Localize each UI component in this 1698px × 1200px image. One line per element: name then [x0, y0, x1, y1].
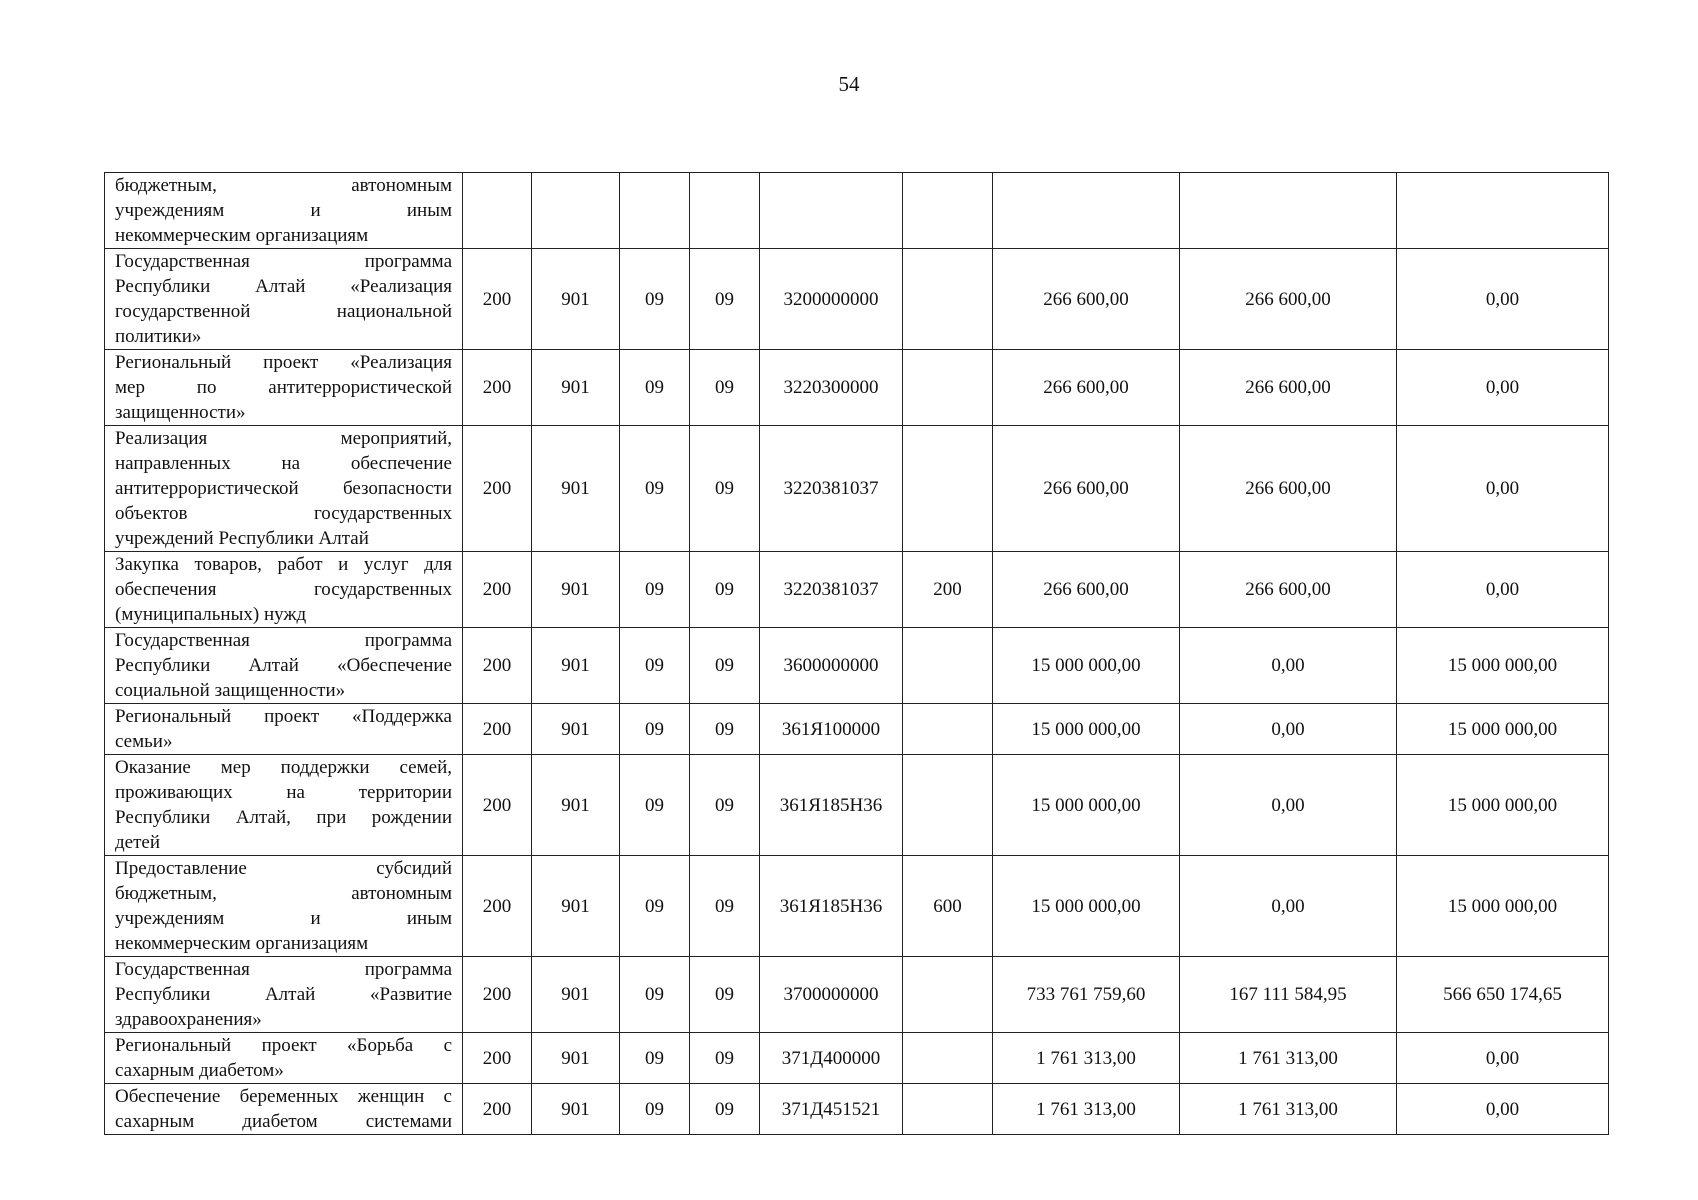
description-line: детей — [115, 832, 161, 853]
row-description — [105, 1084, 463, 1135]
cell-ministry-code: 901 — [532, 1033, 620, 1084]
row-project-antiterror — [105, 350, 1609, 426]
row-description — [105, 350, 463, 426]
cell-code-200: 200 — [463, 249, 532, 350]
cell-section: 09 — [620, 1084, 690, 1135]
description-line: проживающих на территории — [115, 782, 452, 803]
description-line: объектов государственных — [115, 503, 452, 524]
description-line: сахарным диабетом» — [115, 1060, 284, 1081]
cell-subsection: 09 — [690, 426, 760, 552]
description-line: бюджетным, автономным — [115, 175, 452, 196]
cell-ministry-code: 901 — [532, 426, 620, 552]
cell-subsection: 09 — [690, 856, 760, 957]
cell-amount-regional: 0,00 — [1397, 249, 1609, 350]
cell-subsection: 09 — [690, 755, 760, 856]
description-line: Республики Алтай «Развитие — [115, 984, 452, 1005]
description-line: направленных на обеспечение — [115, 453, 452, 474]
cell-ministry-code: 901 — [532, 1084, 620, 1135]
description-line: учреждениям и иным — [115, 200, 452, 221]
cell-expense-type — [903, 1033, 993, 1084]
budget-table — [104, 172, 1609, 1135]
cell-target-article: 3200000000 — [760, 249, 903, 350]
cell-section: 09 — [620, 552, 690, 628]
cell-subsection: 09 — [690, 249, 760, 350]
cell-target-article: 361Я100000 — [760, 704, 903, 755]
description-line: здравоохранения» — [115, 1009, 262, 1030]
description-line: Региональный проект «Поддержка — [115, 706, 452, 727]
cell-amount-total: 15 000 000,00 — [993, 628, 1180, 704]
description-line: бюджетным, автономным — [115, 883, 452, 904]
cell-amount-federal: 0,00 — [1180, 628, 1397, 704]
cell-subsection: 09 — [690, 704, 760, 755]
cell-code-200: 200 — [463, 856, 532, 957]
cell-section: 09 — [620, 704, 690, 755]
cell-expense-type: 200 — [903, 552, 993, 628]
cell-expense-type — [903, 350, 993, 426]
cell-amount-federal: 0,00 — [1180, 856, 1397, 957]
cell-section: 09 — [620, 856, 690, 957]
cell-subsection: 09 — [690, 1084, 760, 1135]
cell-section: 09 — [620, 426, 690, 552]
cell-target-article: 3600000000 — [760, 628, 903, 704]
row-description — [105, 426, 463, 552]
cell-ministry-code — [532, 173, 620, 249]
description-line: Государственная программа — [115, 630, 452, 651]
cell-ministry-code: 901 — [532, 856, 620, 957]
cell-amount-regional: 0,00 — [1397, 552, 1609, 628]
cell-amount-federal: 266 600,00 — [1180, 350, 1397, 426]
cell-amount-federal: 0,00 — [1180, 704, 1397, 755]
cell-code-200: 200 — [463, 628, 532, 704]
row-description — [105, 628, 463, 704]
cell-amount-federal: 266 600,00 — [1180, 249, 1397, 350]
cell-amount-federal: 0,00 — [1180, 755, 1397, 856]
description-line: Обеспечение беременных женщин с — [115, 1086, 452, 1107]
cell-amount-federal — [1180, 173, 1397, 249]
row-subsidies-family — [105, 856, 1609, 957]
description-line: защищенности» — [115, 402, 246, 423]
description-line: антитеррористической безопасности — [115, 478, 452, 499]
cell-amount-federal: 1 761 313,00 — [1180, 1084, 1397, 1135]
description-line: Закупка товаров, работ и услуг для — [115, 554, 452, 575]
description-line: Республики Алтай, при рождении — [115, 807, 452, 828]
cell-code-200: 200 — [463, 755, 532, 856]
description-line: Республики Алтай «Реализация — [115, 276, 452, 297]
description-line: Оказание мер поддержки семей, — [115, 757, 452, 778]
cell-subsection: 09 — [690, 552, 760, 628]
cell-subsection: 09 — [690, 628, 760, 704]
row-description — [105, 1033, 463, 1084]
cell-ministry-code: 901 — [532, 957, 620, 1033]
cell-section: 09 — [620, 957, 690, 1033]
cell-code-200: 200 — [463, 957, 532, 1033]
row-description — [105, 173, 463, 249]
cell-amount-regional: 15 000 000,00 — [1397, 628, 1609, 704]
cell-amount-regional: 0,00 — [1397, 426, 1609, 552]
cell-amount-total: 1 761 313,00 — [993, 1084, 1180, 1135]
cell-target-article: 371Д400000 — [760, 1033, 903, 1084]
cell-code-200: 200 — [463, 704, 532, 755]
cell-target-article: 3220381037 — [760, 552, 903, 628]
cell-amount-total: 266 600,00 — [993, 350, 1180, 426]
description-line: Республики Алтай «Обеспечение — [115, 655, 452, 676]
row-description — [105, 552, 463, 628]
row-description — [105, 856, 463, 957]
row-description — [105, 704, 463, 755]
row-program-social-protection — [105, 628, 1609, 704]
cell-amount-federal: 266 600,00 — [1180, 426, 1397, 552]
row-procurement — [105, 552, 1609, 628]
cell-section: 09 — [620, 350, 690, 426]
cell-section: 09 — [620, 249, 690, 350]
cell-expense-type — [903, 426, 993, 552]
cell-subsection — [690, 173, 760, 249]
cell-amount-regional — [1397, 173, 1609, 249]
cell-expense-type — [903, 249, 993, 350]
description-line: Государственная программа — [115, 251, 452, 272]
cell-amount-total: 733 761 759,60 — [993, 957, 1180, 1033]
description-line: Предоставление субсидий — [115, 858, 452, 879]
cell-section: 09 — [620, 755, 690, 856]
cell-amount-federal: 266 600,00 — [1180, 552, 1397, 628]
cell-expense-type — [903, 1084, 993, 1135]
cell-section: 09 — [620, 1033, 690, 1084]
cell-ministry-code: 901 — [532, 249, 620, 350]
cell-amount-total: 1 761 313,00 — [993, 1033, 1180, 1084]
cell-expense-type — [903, 957, 993, 1033]
row-project-diabetes — [105, 1033, 1609, 1084]
cell-section — [620, 173, 690, 249]
row-antiterror-measures — [105, 426, 1609, 552]
cell-expense-type — [903, 704, 993, 755]
description-line: Государственная программа — [115, 959, 452, 980]
cell-amount-total — [993, 173, 1180, 249]
cell-target-article: 361Я185Н36 — [760, 856, 903, 957]
cell-amount-regional: 0,00 — [1397, 1033, 1609, 1084]
cell-amount-total: 266 600,00 — [993, 426, 1180, 552]
cell-target-article — [760, 173, 903, 249]
cell-target-article: 371Д451521 — [760, 1084, 903, 1135]
cell-subsection: 09 — [690, 957, 760, 1033]
cell-code-200: 200 — [463, 426, 532, 552]
row-description — [105, 249, 463, 350]
row-description — [105, 755, 463, 856]
row-project-family-support — [105, 704, 1609, 755]
cell-expense-type — [903, 755, 993, 856]
row-description — [105, 957, 463, 1033]
cell-ministry-code: 901 — [532, 755, 620, 856]
cell-ministry-code: 901 — [532, 350, 620, 426]
cell-code-200: 200 — [463, 350, 532, 426]
cell-ministry-code: 901 — [532, 704, 620, 755]
cell-expense-type — [903, 173, 993, 249]
description-line: Региональный проект «Борьба с — [115, 1035, 452, 1056]
cell-code-200 — [463, 173, 532, 249]
cell-ministry-code: 901 — [532, 628, 620, 704]
description-line: обеспечения государственных — [115, 579, 452, 600]
description-line: политики» — [115, 326, 202, 347]
cell-amount-total: 15 000 000,00 — [993, 704, 1180, 755]
cell-target-article: 3220300000 — [760, 350, 903, 426]
cell-ministry-code: 901 — [532, 552, 620, 628]
cell-code-200: 200 — [463, 1033, 532, 1084]
cell-amount-regional: 0,00 — [1397, 350, 1609, 426]
cell-target-article: 3220381037 — [760, 426, 903, 552]
description-line: учреждений Республики Алтай — [115, 528, 369, 549]
description-line: мер по антитеррористической — [115, 377, 452, 398]
description-line: Реализация мероприятий, — [115, 428, 452, 449]
cell-target-article: 3700000000 — [760, 957, 903, 1033]
cell-code-200: 200 — [463, 1084, 532, 1135]
cell-amount-total: 266 600,00 — [993, 249, 1180, 350]
cell-expense-type: 600 — [903, 856, 993, 957]
cell-amount-total: 266 600,00 — [993, 552, 1180, 628]
page-number: 54 — [838, 72, 860, 96]
row-family-support-measures — [105, 755, 1609, 856]
cell-code-200: 200 — [463, 552, 532, 628]
description-line: семьи» — [115, 731, 173, 752]
row-program-healthcare — [105, 957, 1609, 1033]
row-program-national-policy — [105, 249, 1609, 350]
cell-amount-federal: 167 111 584,95 — [1180, 957, 1397, 1033]
description-line: некоммерческим организациям — [115, 933, 369, 954]
cell-amount-total: 15 000 000,00 — [993, 856, 1180, 957]
description-line: учреждениям и иным — [115, 908, 452, 929]
cell-target-article: 361Я185Н36 — [760, 755, 903, 856]
description-line: Региональный проект «Реализация — [115, 352, 452, 373]
cell-subsection: 09 — [690, 1033, 760, 1084]
cell-section: 09 — [620, 628, 690, 704]
row-pregnant-diabetes — [105, 1084, 1609, 1135]
description-line: сахарным диабетом системами — [115, 1111, 452, 1132]
row-subsidies-budget-institutions — [105, 173, 1609, 249]
description-line: государственной национальной — [115, 301, 452, 322]
cell-amount-total: 15 000 000,00 — [993, 755, 1180, 856]
description-line: (муниципальных) нужд — [115, 604, 307, 625]
cell-amount-regional: 15 000 000,00 — [1397, 856, 1609, 957]
cell-amount-regional: 0,00 — [1397, 1084, 1609, 1135]
cell-amount-regional: 566 650 174,65 — [1397, 957, 1609, 1033]
description-line: некоммерческим организациям — [115, 225, 369, 246]
cell-amount-regional: 15 000 000,00 — [1397, 704, 1609, 755]
description-line: социальной защищенности» — [115, 680, 346, 701]
cell-amount-federal: 1 761 313,00 — [1180, 1033, 1397, 1084]
cell-expense-type — [903, 628, 993, 704]
cell-amount-regional: 15 000 000,00 — [1397, 755, 1609, 856]
cell-subsection: 09 — [690, 350, 760, 426]
